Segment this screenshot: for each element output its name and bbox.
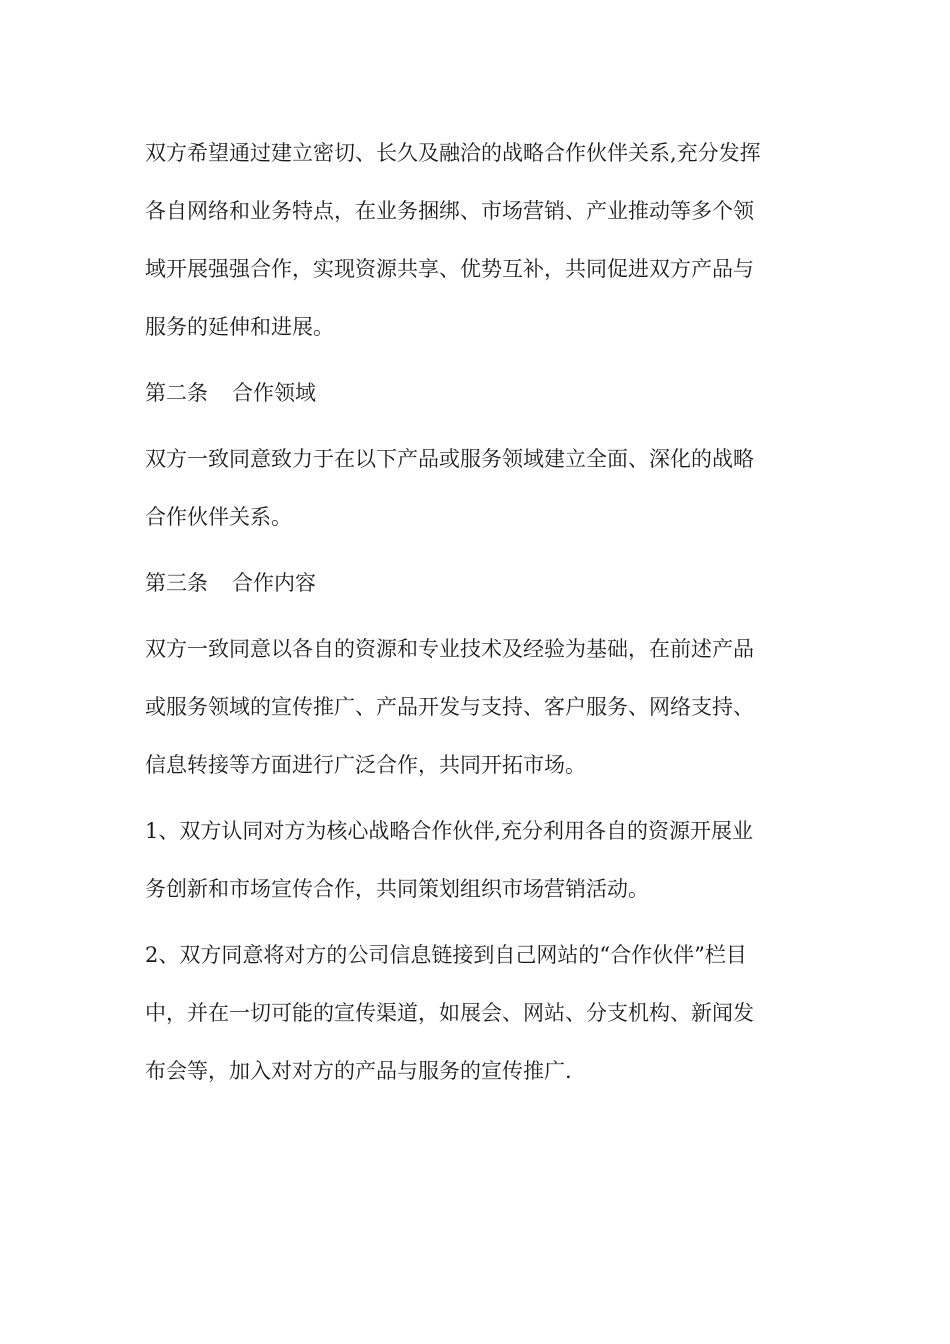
paragraph-line: 双方一致同意致力于在以下产品或服务领域建立全面、深化的战略: [145, 447, 754, 471]
paragraph-line: 或服务领域的宣传推广、产品开发与支持、客户服务、网络支持、: [145, 695, 754, 719]
list-item-2: [145, 926, 810, 1100]
paragraph-line: 服务的延伸和进展。: [145, 315, 334, 339]
paragraph-line: 合作伙伴关系。: [145, 505, 292, 529]
paragraph-line: 务创新和市场宣传合作，共同策划组织市场营销活动。: [145, 877, 649, 901]
article-number: 第三条: [145, 571, 208, 595]
article-number: 第二条: [145, 381, 208, 405]
paragraph-line: 1、双方认同对方为核心战略合作伙伴,充分利用各自的资源开展业: [145, 819, 754, 843]
paragraph-line: 布会等，加入对对方的产品与服务的宣传推广.: [145, 1059, 572, 1083]
paragraph-line: 信息转接等方面进行广泛合作，共同开拓市场。: [145, 753, 586, 777]
paragraph-line: 各自网络和业务特点，在业务捆绑、市场营销、产业推动等多个领: [145, 199, 754, 223]
article-title: 合作内容: [232, 571, 316, 595]
document-body: [145, 124, 810, 1100]
paragraph-line: 双方一致同意以各自的资源和专业技术及经验为基础，在前述产品: [145, 637, 754, 661]
intro-paragraph: [145, 124, 810, 356]
article-3-paragraph: [145, 620, 810, 794]
article-title: 合作领域: [232, 381, 316, 405]
paragraph-line: 中，并在一切可能的宣传渠道，如展会、网站、分支机构、新闻发: [145, 1001, 754, 1025]
article-2-paragraph: [145, 430, 810, 546]
article-2-heading: [145, 364, 810, 422]
list-item-1: [145, 802, 810, 918]
article-3-heading: [145, 554, 810, 612]
paragraph-line: 域开展强强合作，实现资源共享、优势互补，共同促进双方产品与: [145, 257, 754, 281]
paragraph-line: 2、双方同意将对方的公司信息链接到自己网站的“合作伙伴”栏目: [145, 943, 747, 967]
paragraph-line: 双方希望通过建立密切、长久及融洽的战略合作伙伴关系,充分发挥: [145, 141, 761, 165]
